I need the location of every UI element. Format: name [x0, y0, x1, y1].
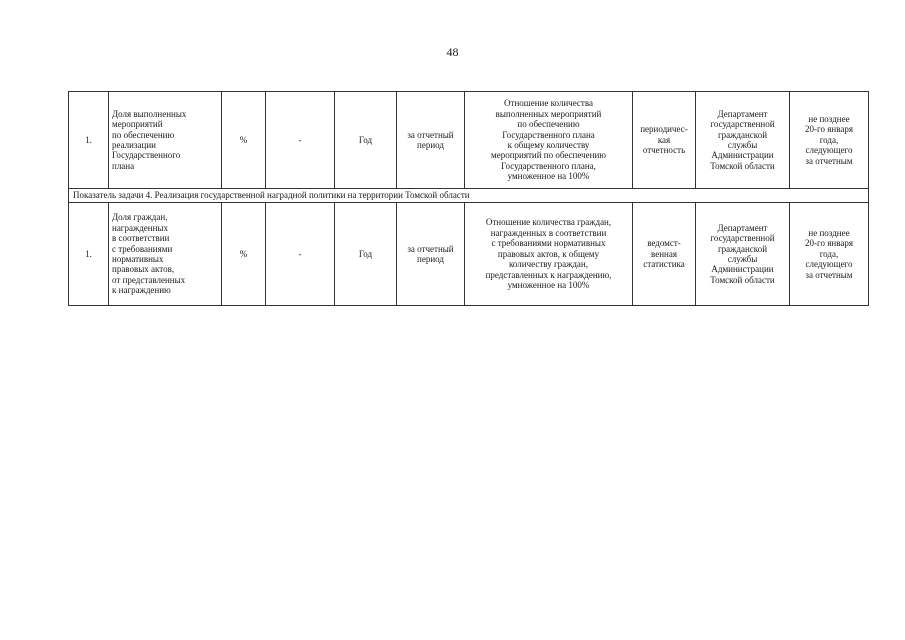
- unit-cell: %: [222, 92, 266, 189]
- indicator-name-cell: Доля выполненных мероприятий по обеспечению реализации Государственного плана: [109, 92, 222, 189]
- table-row: [69, 203, 869, 306]
- row-number-cell: 1.: [69, 203, 109, 306]
- reporting-period-cell: за отчетный период: [397, 92, 465, 189]
- indicators-table: [68, 91, 869, 306]
- deadline-cell: не позднее 20-го января года, следующего за отчетным: [790, 92, 869, 189]
- responsible-cell: Департамент государственной гражданской службы Администрации Томской области: [696, 92, 790, 189]
- period-cell: Год: [335, 92, 397, 189]
- period-cell: Год: [335, 203, 397, 306]
- formula-cell: Отношение количества выполненных мероприятий по обеспечению Государственного плана к общему количеству мероприятий по обеспечению Государственного плана, умноженное на 100%: [465, 92, 633, 189]
- unit-cell: %: [222, 203, 266, 306]
- indicator-name-cell: Доля граждан, награжденных в соответствии с требованиями нормативных правовых актов, от представленных к награждению: [109, 203, 222, 306]
- table-row: [69, 92, 869, 189]
- dash-cell: -: [266, 203, 335, 306]
- dash-cell: -: [266, 92, 335, 189]
- section-heading-row: [69, 189, 869, 203]
- row-number-cell: 1.: [69, 92, 109, 189]
- deadline-cell: не позднее 20-го января года, следующего за отчетным: [790, 203, 869, 306]
- section-heading: Показатель задачи 4. Реализация государственной наградной политики на территории Томской области: [69, 189, 869, 203]
- formula-cell: Отношение количества граждан, награжденных в соответствии с требованиями нормативных правовых актов, к общему количеству граждан, представленных к награждению, умноженное на 100%: [465, 203, 633, 306]
- reporting-period-cell: за отчетный период: [397, 203, 465, 306]
- responsible-cell: Департамент государственной гражданской службы Администрации Томской области: [696, 203, 790, 306]
- page-number: 48: [446, 45, 459, 59]
- source-cell: ведомст- венная статистика: [633, 203, 696, 306]
- source-cell: периодичес- кая отчетность: [633, 92, 696, 189]
